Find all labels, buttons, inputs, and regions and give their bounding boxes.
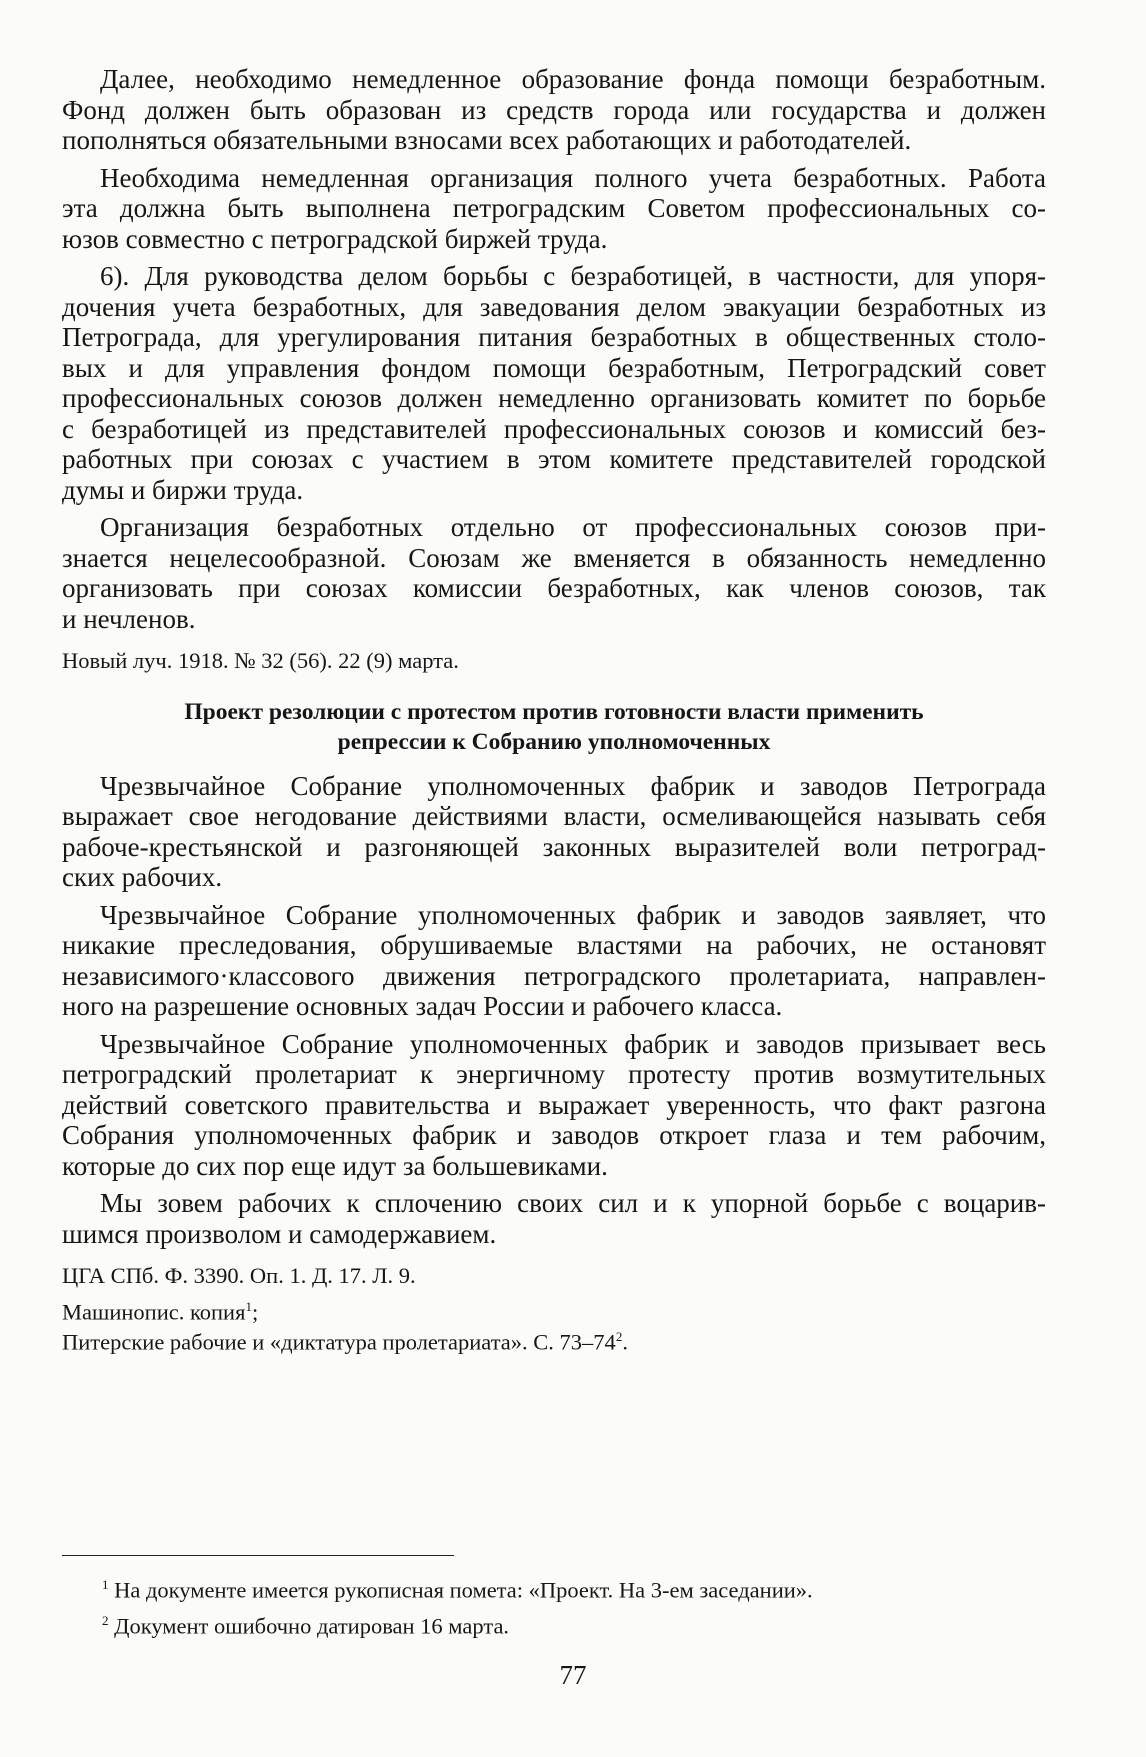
text-line: Чрезвычайное Собрание уполномоченных фабрик и заводов заявляет, что	[100, 899, 1046, 930]
footnote-ref: 2	[615, 1329, 623, 1344]
footnote-text: На документе имеется рукописная помета: «Проект. На 3-ем заседании».	[114, 1577, 813, 1603]
text-line: Фонд должен быть образован из средств города или государства и должен	[62, 94, 1046, 125]
text-line: организовать при союзах комиссии безработных, как членов союзов, так	[62, 573, 1046, 603]
body-section-top	[62, 64, 1046, 634]
paragraph	[62, 1029, 1046, 1182]
text-line: независимого·классового движения петроградского пролетариата, направлен-	[62, 960, 1046, 991]
punct: .	[622, 1329, 628, 1355]
text-line: Далее, необходимо немедленное образование фонда помощи безработным.	[100, 64, 1046, 94]
text-line: 6). Для руководства делом борьбы с безработицей, в частности, для упоря-	[100, 261, 1046, 291]
text-line: пополняться обязательными взносами всех работающих и работодателей.	[62, 125, 912, 155]
page-number: 77	[559, 1660, 587, 1690]
archive-citation: ЦГА СПб. Ф. 3390. Оп. 1. Д. 17. Л. 9.	[62, 1263, 416, 1288]
typescript-note	[62, 1292, 1046, 1323]
footnote-divider	[62, 1555, 454, 1556]
text-line: никакие преследования, обрушиваемые властями на рабочих, не остановят	[62, 930, 1046, 960]
document-title-line-2: репрессии к Собранию уполномоченных	[337, 728, 771, 755]
text-line: думы и биржи труда.	[62, 474, 304, 505]
text-line: Мы зовем рабочих к сплочению своих сил и к упорной борьбе с воцарив-	[100, 1188, 1046, 1218]
body-section-document	[62, 771, 1046, 1250]
text-line: знается нецелесообразной. Союзам же вменяется в обязанность немедленно	[62, 542, 1046, 573]
text-line: ного на разрешение основных задач России и рабочего класса.	[62, 991, 783, 1021]
typescript-text: Машинопис. копия	[62, 1299, 246, 1324]
document-title-line-1: Проект резолюции с протестом против готовности власти применить	[184, 698, 924, 725]
text-line: и нечленов.	[62, 603, 196, 634]
footnote-mark: 2	[102, 1612, 109, 1628]
footnote-ref: 1	[245, 1298, 252, 1314]
text-line: дочения учета безработных, для заведования делом эвакуации безработных из	[62, 291, 1046, 322]
text-line: петроградский пролетариат к энергичному протесту против возмутительных	[62, 1059, 1046, 1089]
text-line: вых и для управления фондом помощи безработным, Петроградский совет	[62, 352, 1046, 383]
paragraph	[62, 771, 1046, 893]
document-title	[62, 697, 1046, 757]
footnote-1	[102, 1570, 1042, 1606]
paragraph	[62, 163, 1046, 255]
footnote-text: Документ ошибочно датирован 16 марта.	[114, 1613, 510, 1638]
footnotes	[102, 1570, 1042, 1641]
text-line: которые до сих пор еще идут за большевиками.	[62, 1150, 608, 1181]
text-line: профессиональных союзов должен немедленно организовать комитет по борьбе	[62, 383, 1046, 413]
text-line: выражает свое негодование действиями власти, осмеливающейся называть себя	[62, 801, 1046, 831]
text-line: Чрезвычайное Собрание уполномоченных фабрик и заводов Петрограда	[100, 770, 1046, 801]
text-line: работных при союзах с участием в этом комитете представителей городской	[62, 444, 1046, 474]
publication-text: Питерские рабочие и «диктатура пролетариата». С. 73–74	[62, 1329, 616, 1355]
publication-citation	[62, 1322, 1046, 1353]
text-line: Организация безработных отдельно от профессиональных союзов при-	[100, 512, 1046, 542]
page-content	[62, 64, 1046, 1353]
source-list	[62, 1261, 1046, 1353]
paragraph	[62, 261, 1046, 505]
paragraph	[62, 1188, 1046, 1249]
footnote-mark: 1	[102, 1577, 109, 1592]
text-line: эта должна быть выполнена петроградским Советом профессиональных со-	[62, 193, 1046, 223]
text-line: с безработицей из представителей профессиональных союзов и комиссий без-	[62, 413, 1046, 444]
source-citation: Новый луч. 1918. № 32 (56). 22 (9) марта.	[62, 648, 459, 673]
text-line: шимся произволом и самодержавием.	[62, 1218, 497, 1249]
paragraph	[62, 64, 1046, 156]
text-line: Собрания уполномоченных фабрик и заводов откроет глаза и тем рабочим,	[62, 1120, 1046, 1150]
text-line: Чрезвычайное Собрание уполномоченных фабрик и заводов призывает весь	[100, 1028, 1046, 1059]
punct: ;	[251, 1299, 259, 1324]
text-line: ских рабочих.	[62, 862, 223, 892]
text-line: рабоче-крестьянской и разгоняющей законных выразителей воли петроград-	[62, 831, 1046, 862]
paragraph	[62, 512, 1046, 634]
footnote-2	[102, 1606, 1042, 1642]
text-line: действий советского правительства и выражает уверенность, что факт разгона	[62, 1089, 1046, 1120]
text-line: Необходима немедленная организация полного учета безработных. Работа	[100, 162, 1046, 193]
text-line: Петрограда, для урегулирования питания безработных в общественных столо-	[62, 322, 1046, 352]
paragraph	[62, 900, 1046, 1022]
text-line: юзов совместно с петроградской биржей труда.	[62, 223, 608, 254]
